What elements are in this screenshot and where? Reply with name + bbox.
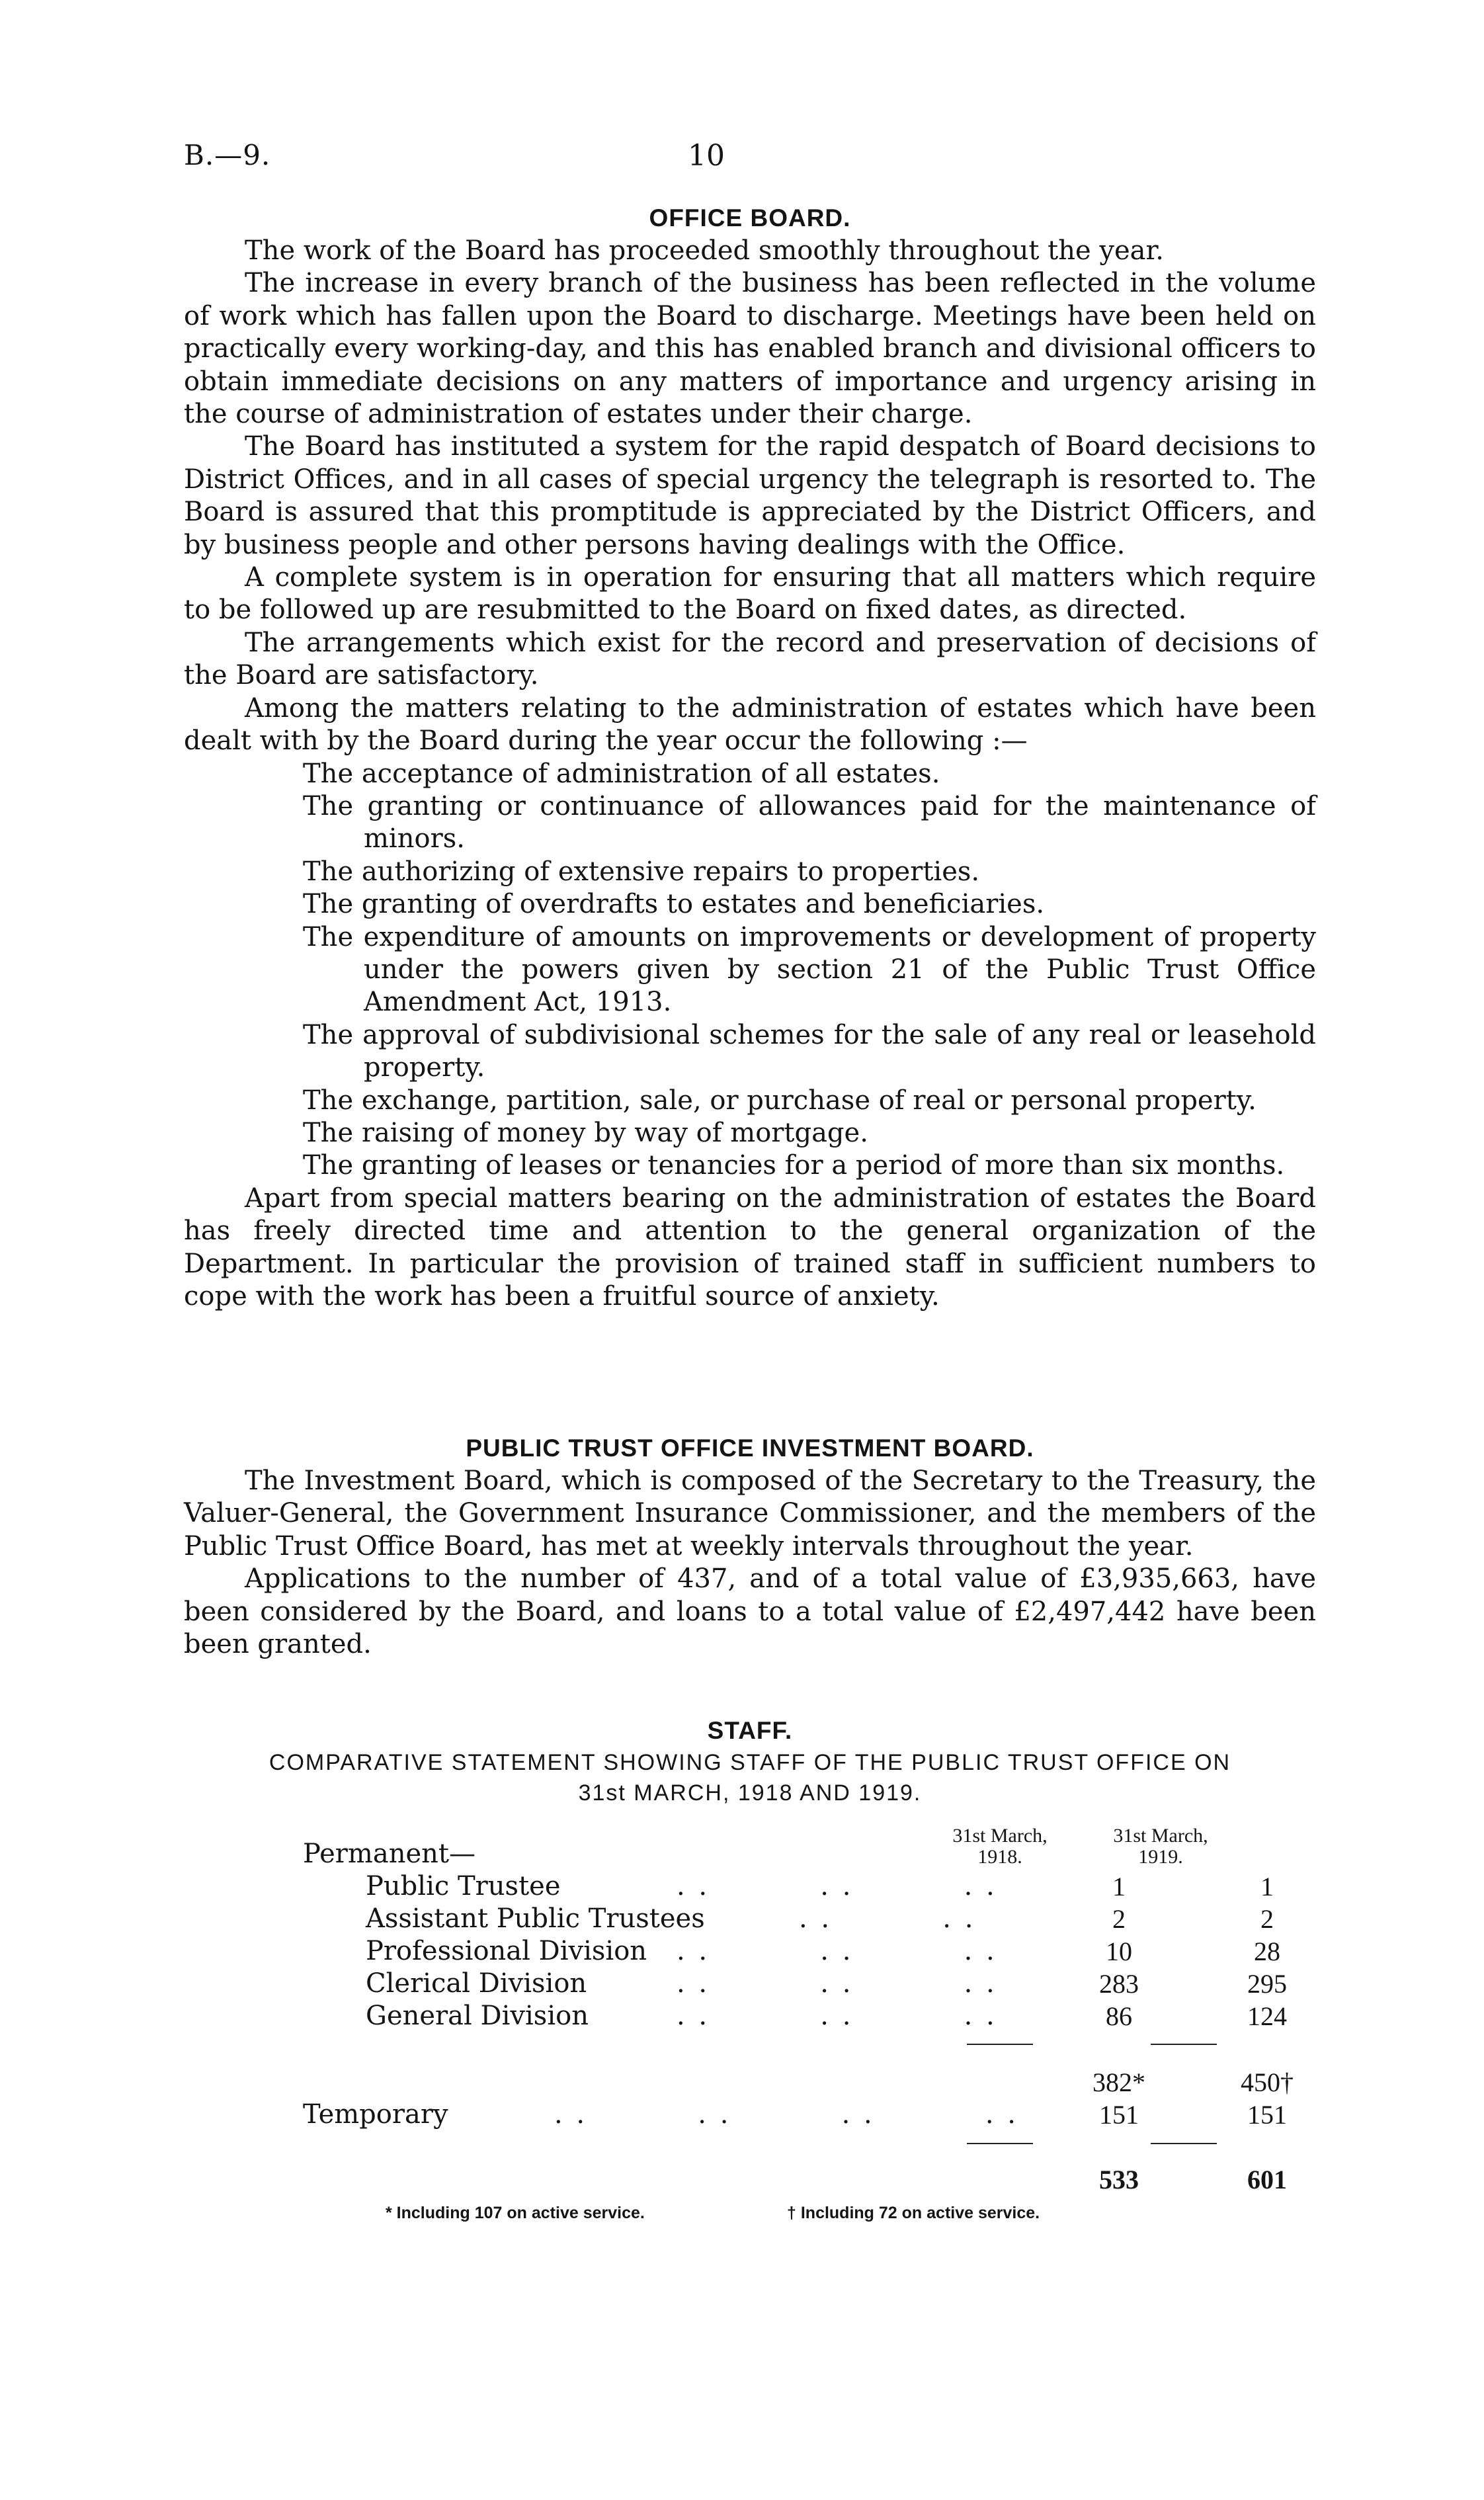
total-row [184,2164,1316,2197]
list-item: The raising of money by way of mortgage. [303,1117,868,1148]
footnote-1918: * Including 107 on active service. [386,2204,645,2222]
staff-subtitle-line: COMPARATIVE STATEMENT SHOWING STAFF OF THE PUBLIC TRUST OFFICE ON [268,1750,1231,1775]
list-item: The expenditure of amounts on improvements or development of property under the powers given by section 21 of the Public Trust Office Amendment Act, 1913. [303,921,1316,1018]
paragraph: The arrangements which exist for the record and preservation of decisions of the Board are satisfactory. [184,627,1316,691]
row-label: Assistant Public Trustees [366,1903,705,1934]
value-1919: 1 [1260,1872,1274,1901]
paragraph: The Board has instituted a system for the rapid despatch of Board decisions to District Offices, and in all cases of special urgency the telegraph is resorted to. The Board is assured that this promptitude is appreciated by the District Officers, and by business people and other persons having dealings with the Office. [184,431,1316,560]
table-row [184,2001,1316,2034]
office-board-section [184,202,1316,1313]
subtotal-row [184,2067,1316,2100]
leader-dots: . . . . . . . . [554,2099,1019,2130]
row-label: Public Trustee [366,1871,561,1901]
staff-section [184,1714,1316,1808]
value-1918: 2 [1112,1904,1126,1934]
list-item: The acceptance of administration of all estates. [303,758,940,789]
list-item: The granting or continuance of allowances paid for the maintenance of minors. [303,790,1316,854]
temporary-1919: 151 [1247,2100,1287,2130]
paragraph: Apart from special matters bearing on the administration of estates the Board has freely directed time and attention to the general organization of the Department. In particular the provision of trained staff in sufficient numbers to cope with the work has been a fruitful source of anxiety. [184,1183,1316,1312]
leader-dots: . . . . . . [677,1968,997,1999]
list-item: The granting of overdrafts to estates and beneficiaries. [303,889,1045,920]
leader-dots: . . . . . . [677,2001,997,2031]
matters-list [184,758,1316,1183]
paragraph: The Investment Board, which is composed of the Secretary to the Treasury, the Valuer-General, the Government Insurance Commissioner, and the members of the Public Trust Office Board, has met at weekly intervals throughout the year. [184,1466,1316,1562]
subtotal-rule [967,2044,1033,2045]
staff-heading: STAFF. [707,1717,793,1744]
table-row [184,1936,1316,1969]
row-label: Clerical Division [366,1968,587,1999]
leader-dots: . . . . . . [677,1871,997,1901]
value-1918: 86 [1106,2001,1132,2031]
value-1919: 2 [1260,1904,1274,1934]
paragraph: A complete system is in operation for ensuring that all matters which require to be followed up are resubmitted to the Board on fixed dates, as directed. [184,562,1316,626]
paragraph: Among the matters relating to the administration of estates which have been dealt with by the Board during the year occur the following :— [184,692,1316,757]
staff-subtitle-line: 31st MARCH, 1918 AND 1919. [578,1780,922,1806]
total-rule [967,2143,1033,2144]
page-number: 10 [688,139,725,173]
list-item: The exchange, partition, sale, or purchase of real or personal property. [303,1085,1257,1116]
subtotal-1919: 450† [1241,2067,1294,2097]
total-1918: 533 [1099,2165,1139,2194]
table-row [184,1968,1316,2001]
list-item: The approval of subdivisional schemes for the sale of any real or leasehold property. [303,1019,1316,1083]
subtotal-rule [1151,2044,1217,2045]
total-1919: 601 [1247,2165,1287,2194]
value-1918: 283 [1099,1969,1139,1999]
value-1919: 124 [1247,2001,1287,2031]
footnote-1919: † Including 72 on active service. [787,2204,1040,2222]
document-reference: B.—9. [184,139,271,171]
paragraph: The increase in every branch of the business has been reflected in the volume of work which has fallen upon the Board to discharge. Meetings have been held on practically every working-day, and this has enabled branch and divisional officers to obtain immediate decisions on any matters of importance and urgency arising in the course of administration of estates under their charge. [184,268,1316,430]
total-rule [1151,2143,1217,2144]
permanent-label: Permanent— [303,1839,475,1869]
value-1919: 28 [1254,1937,1280,1966]
investment-board-heading: PUBLIC TRUST OFFICE INVESTMENT BOARD. [466,1435,1034,1462]
row-label: Professional Division [366,1936,647,1966]
list-item: The authorizing of extensive repairs to properties. [303,856,980,887]
table-row [184,1871,1316,1904]
list-item: The granting of leases or tenancies for a period of more than six months. [303,1150,1285,1181]
permanent-label-row [184,1839,1316,1872]
leader-dots: . . . . [799,1903,976,1934]
leader-dots: . . . . . . [677,1936,997,1966]
temporary-label: Temporary [303,2099,448,2130]
column-header-1919: 31st March, 1919. [1113,1825,1208,1868]
paragraph: Applications to the number of 437, and of a total value of £3,935,663, have been considered by the Board, and loans to a total value of £2,497,442 have been been granted. [184,1563,1316,1660]
investment-board-section [184,1432,1316,1661]
value-1919: 295 [1247,1969,1287,1999]
office-board-heading: OFFICE BOARD. [649,204,851,231]
table-row [184,1903,1316,1937]
temporary-1918: 151 [1099,2100,1139,2130]
column-header-1918: 31st March, 1918. [952,1825,1048,1868]
subtotal-1918: 382* [1092,2067,1145,2097]
temporary-row [184,2099,1316,2132]
row-label: General Division [366,2001,589,2031]
staff-subtitle [184,1747,1316,1808]
value-1918: 10 [1106,1937,1132,1966]
paragraph: The work of the Board has proceeded smoothly throughout the year. [245,235,1164,266]
value-1918: 1 [1112,1872,1126,1901]
